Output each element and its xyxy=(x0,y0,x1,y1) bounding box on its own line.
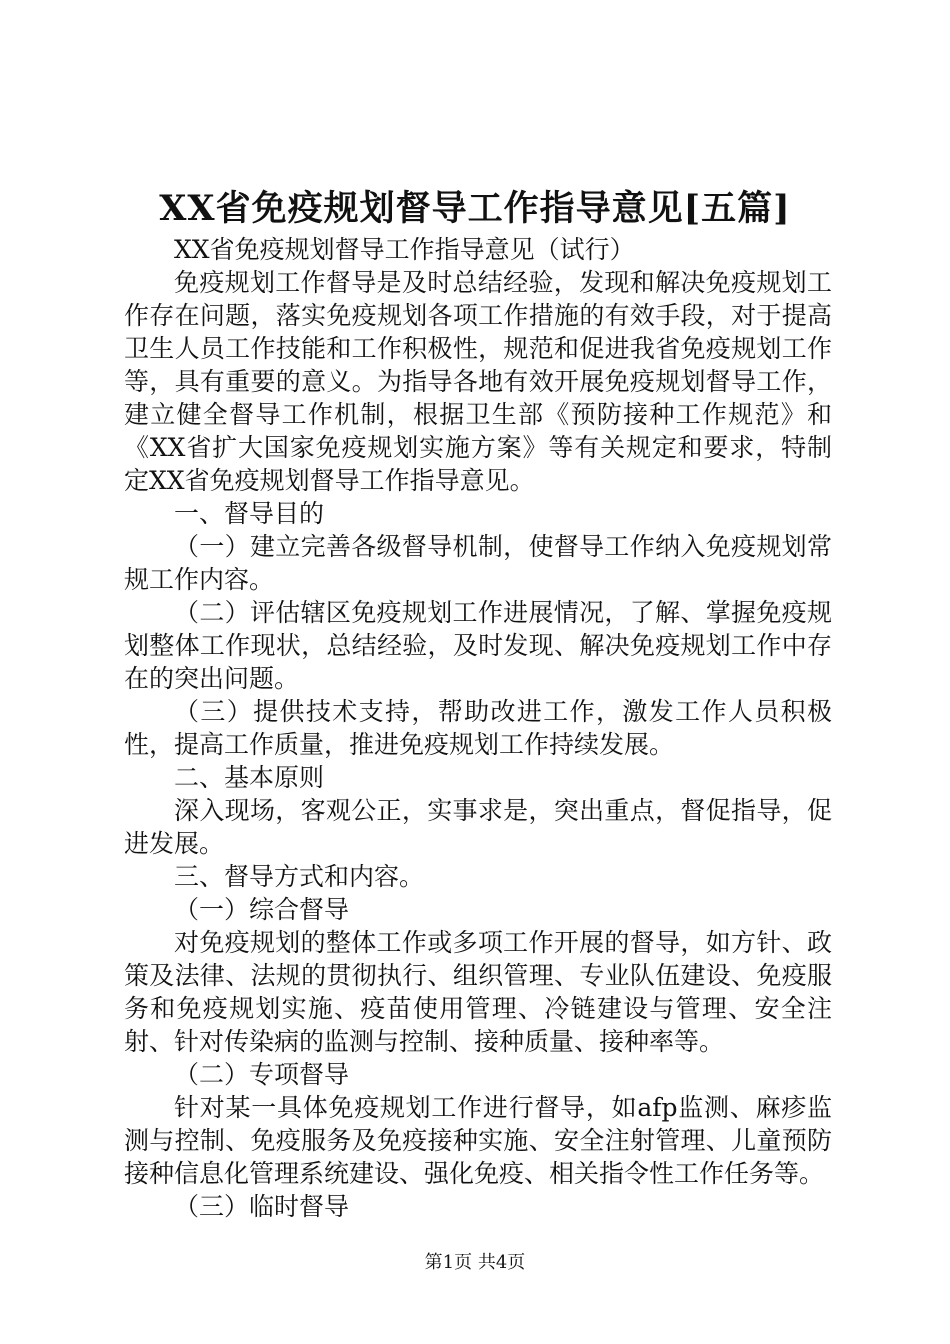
paragraph: （三）提供技术支持，帮助改进工作，激发工作人员积极性，提高工作质量，推进免疫规划工作持续发展。 xyxy=(124,697,832,759)
paragraph: 免疫规划工作督导是及时总结经验，发现和解决免疫规划工作存在问题，落实免疫规划各项工作措施的有效手段，对于提高卫生人员工作技能和工作积极性，规范和促进我省免疫规划工作等，具有重要的意义。为指导各地有效开展免疫规划督导工作，建立健全督导工作机制，根据卫生部《预防接种工作规范》和《XX省扩大国家免疫规划实施方案》等有关规定和要求，特制定XX省免疫规划督导工作指导意见。 xyxy=(124,268,832,495)
subsection-heading: （二）专项督导 xyxy=(174,1060,350,1089)
document-title: XX省免疫规划督导工作指导意见[五篇] xyxy=(159,188,791,229)
paragraph: 针对某一具体免疫规划工作进行督导，如afp监测、麻疹监测与控制、免疫服务及免疫接种实施、安全注射管理、儿童预防接种信息化管理系统建设、强化免疫、相关指令性工作任务等。 xyxy=(124,1093,832,1188)
section-heading: 一、督导目的 xyxy=(174,499,325,528)
paragraph: 对免疫规划的整体工作或多项工作开展的督导，如方针、政策及法律、法规的贯彻执行、组织管理、专业队伍建设、免疫服务和免疫规划实施、疫苗使用管理、冷链建设与管理、安全注射、针对传染病的监测与控制、接种质量、接种率等。 xyxy=(124,928,832,1056)
section-heading: 二、基本原则 xyxy=(174,763,325,792)
document-body xyxy=(124,233,832,1223)
subsection-heading: （三）临时督导 xyxy=(174,1192,350,1221)
page-number-footer: 第1页 共4页 xyxy=(424,1252,526,1273)
paragraph: 深入现场，客观公正，实事求是，突出重点，督促指导，促进发展。 xyxy=(124,796,832,858)
paragraph: （二）评估辖区免疫规划工作进展情况，了解、掌握免疫规划整体工作现状，总结经验，及时发现、解决免疫规划工作中存在的突出问题。 xyxy=(124,598,832,693)
section-heading: 三、督导方式和内容。 xyxy=(174,862,425,891)
subsection-heading: （一）综合督导 xyxy=(174,895,350,924)
paragraph: （一）建立完善各级督导机制，使督导工作纳入免疫规划常规工作内容。 xyxy=(124,532,832,594)
document-subtitle: XX省免疫规划督导工作指导意见（试行） xyxy=(174,235,635,264)
